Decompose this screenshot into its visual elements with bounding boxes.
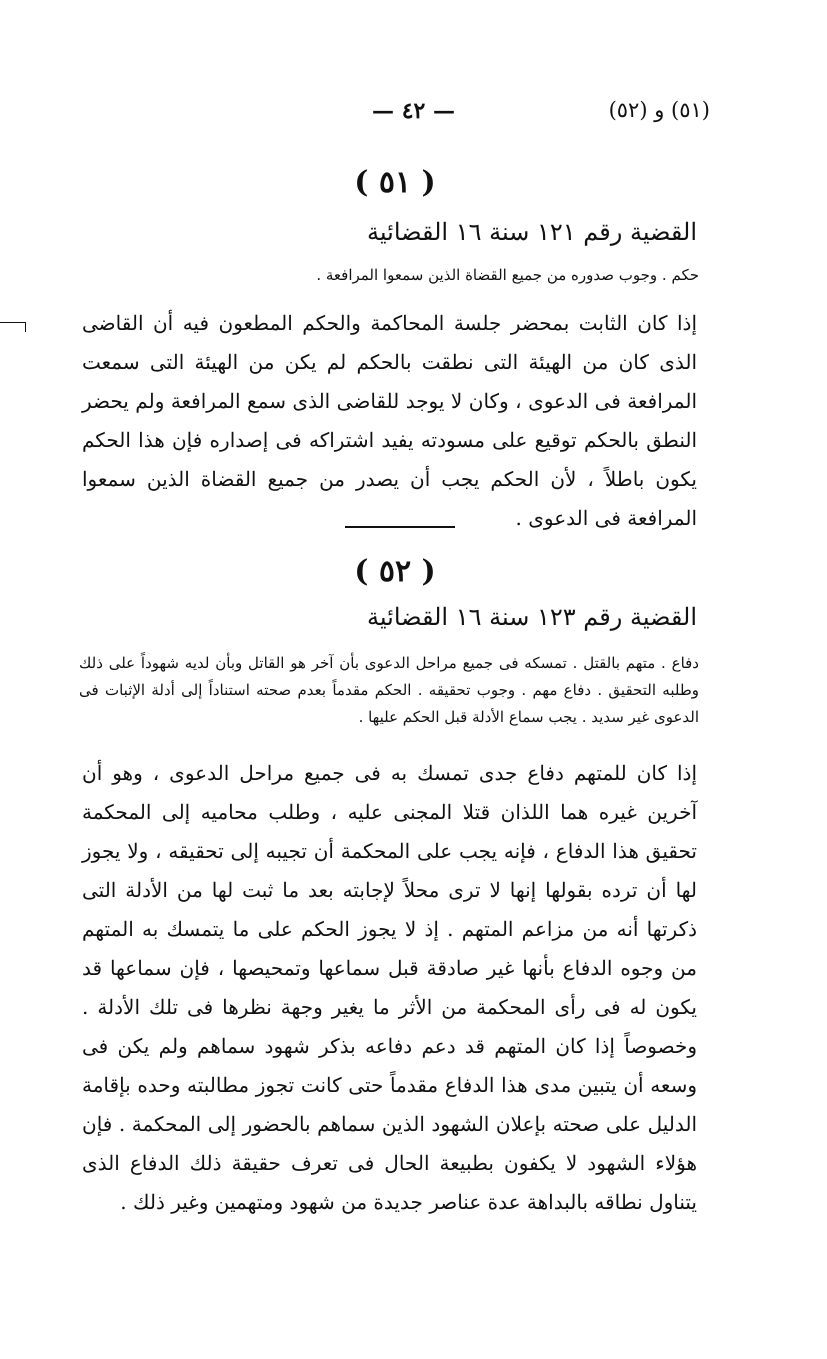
case-number-51: ( ٥١ ) xyxy=(354,165,436,200)
margin-mark xyxy=(0,322,26,323)
case-body-52: إذا كان للمتهم دفاع جدى تمسك به فى جميع مراحل الدعوى ، وهو أن آخرين غيره هما اللذان قتلا المجنى عليه ، وطلب محاميه إلى المحكمة تحقيق هذا الدفاع ، فإنه يجب على المحكمة أن تجيبه إلى تحقيقه ، ولا يجوز لها أن ترده بقولها إنها لا ترى محلاً لإجابته بعد ما ثبت لها من الأدلة التى ذكرتها أنه من مزاعم المتهم . إذ لا يجوز الحكم على ما يتمسك به المتهم من وجوه الدفاع بأنها غير صادقة قبل سماعها وتمحيصها ، فإن سماعها قد يكون له فى رأى المحكمة من الأثر ما يغير وجهة نظرها فى تلك الأدلة . وخصوصاً إذا كان المتهم قد دعم دفاعه بذكر شهود سماهم ولم يكن فى وسعه أن يتبين مدى هذا الدفاع مقدماً حتى كانت تجوز مطالبته وحده بإقامة الدليل على صحته بإعلان الشهود الذين سماهم بالحضور إلى المحكمة . فإن هؤلاء الشهود لا يكفون بطبيعة الحال فى تعرف حقيقة ذلك الدفاع الذى يتناول نطاقه بالبداهة عدة عناصر جديدة من شهود ومتهمين وغير ذلك . xyxy=(82,761,697,1214)
case-headnote-52: دفاع . متهم بالقتل . تمسكه فى جميع مراحل الدعوى بأن آخر هو القاتل وبأن لديه شهوداً على ذلك وطلبه التحقيق . دفاع مهم . وجوب تحقيقه . الحكم مقدماً بعدم صحته استناداً إلى أدلة الإثبات فى الدعوى غير سديد . يجب سماع الأدلة قبل الحكم عليها . xyxy=(79,654,699,726)
case-title-51: القضية رقم ١٢١ سنة ١٦ القضائية xyxy=(367,218,697,246)
case-title-52: القضية رقم ١٢٣ سنة ١٦ القضائية xyxy=(367,603,697,631)
page-header xyxy=(80,98,710,132)
case-headnote-51: حكم . وجوب صدوره من جميع القضاة الذين سمعوا المرافعة . xyxy=(316,266,699,284)
section-reference: (٥١) و (٥٢) xyxy=(608,98,710,122)
case-number-52: ( ٥٢ ) xyxy=(354,554,436,589)
section-divider xyxy=(345,526,455,528)
case-body-51: إذا كان الثابت بمحضر جلسة المحاكمة والحكم المطعون فيه أن القاضى الذى كان من الهيئة التى نطقت بالحكم لم يكن من الهيئة التى سمعت المرافعة فى الدعوى ، وكان لا يوجد للقاضى الذى سمع المرافعة ولم يحضر النطق بالحكم توقيع على مسودته يفيد اشتراكه فى إصداره فإن هذا الحكم يكون باطلاً ، لأن الحكم يجب أن يصدر من جميع القضاة الذين سمعوا المرافعة فى الدعوى . xyxy=(82,311,697,530)
page-number: — ٤٢ — xyxy=(372,98,455,124)
